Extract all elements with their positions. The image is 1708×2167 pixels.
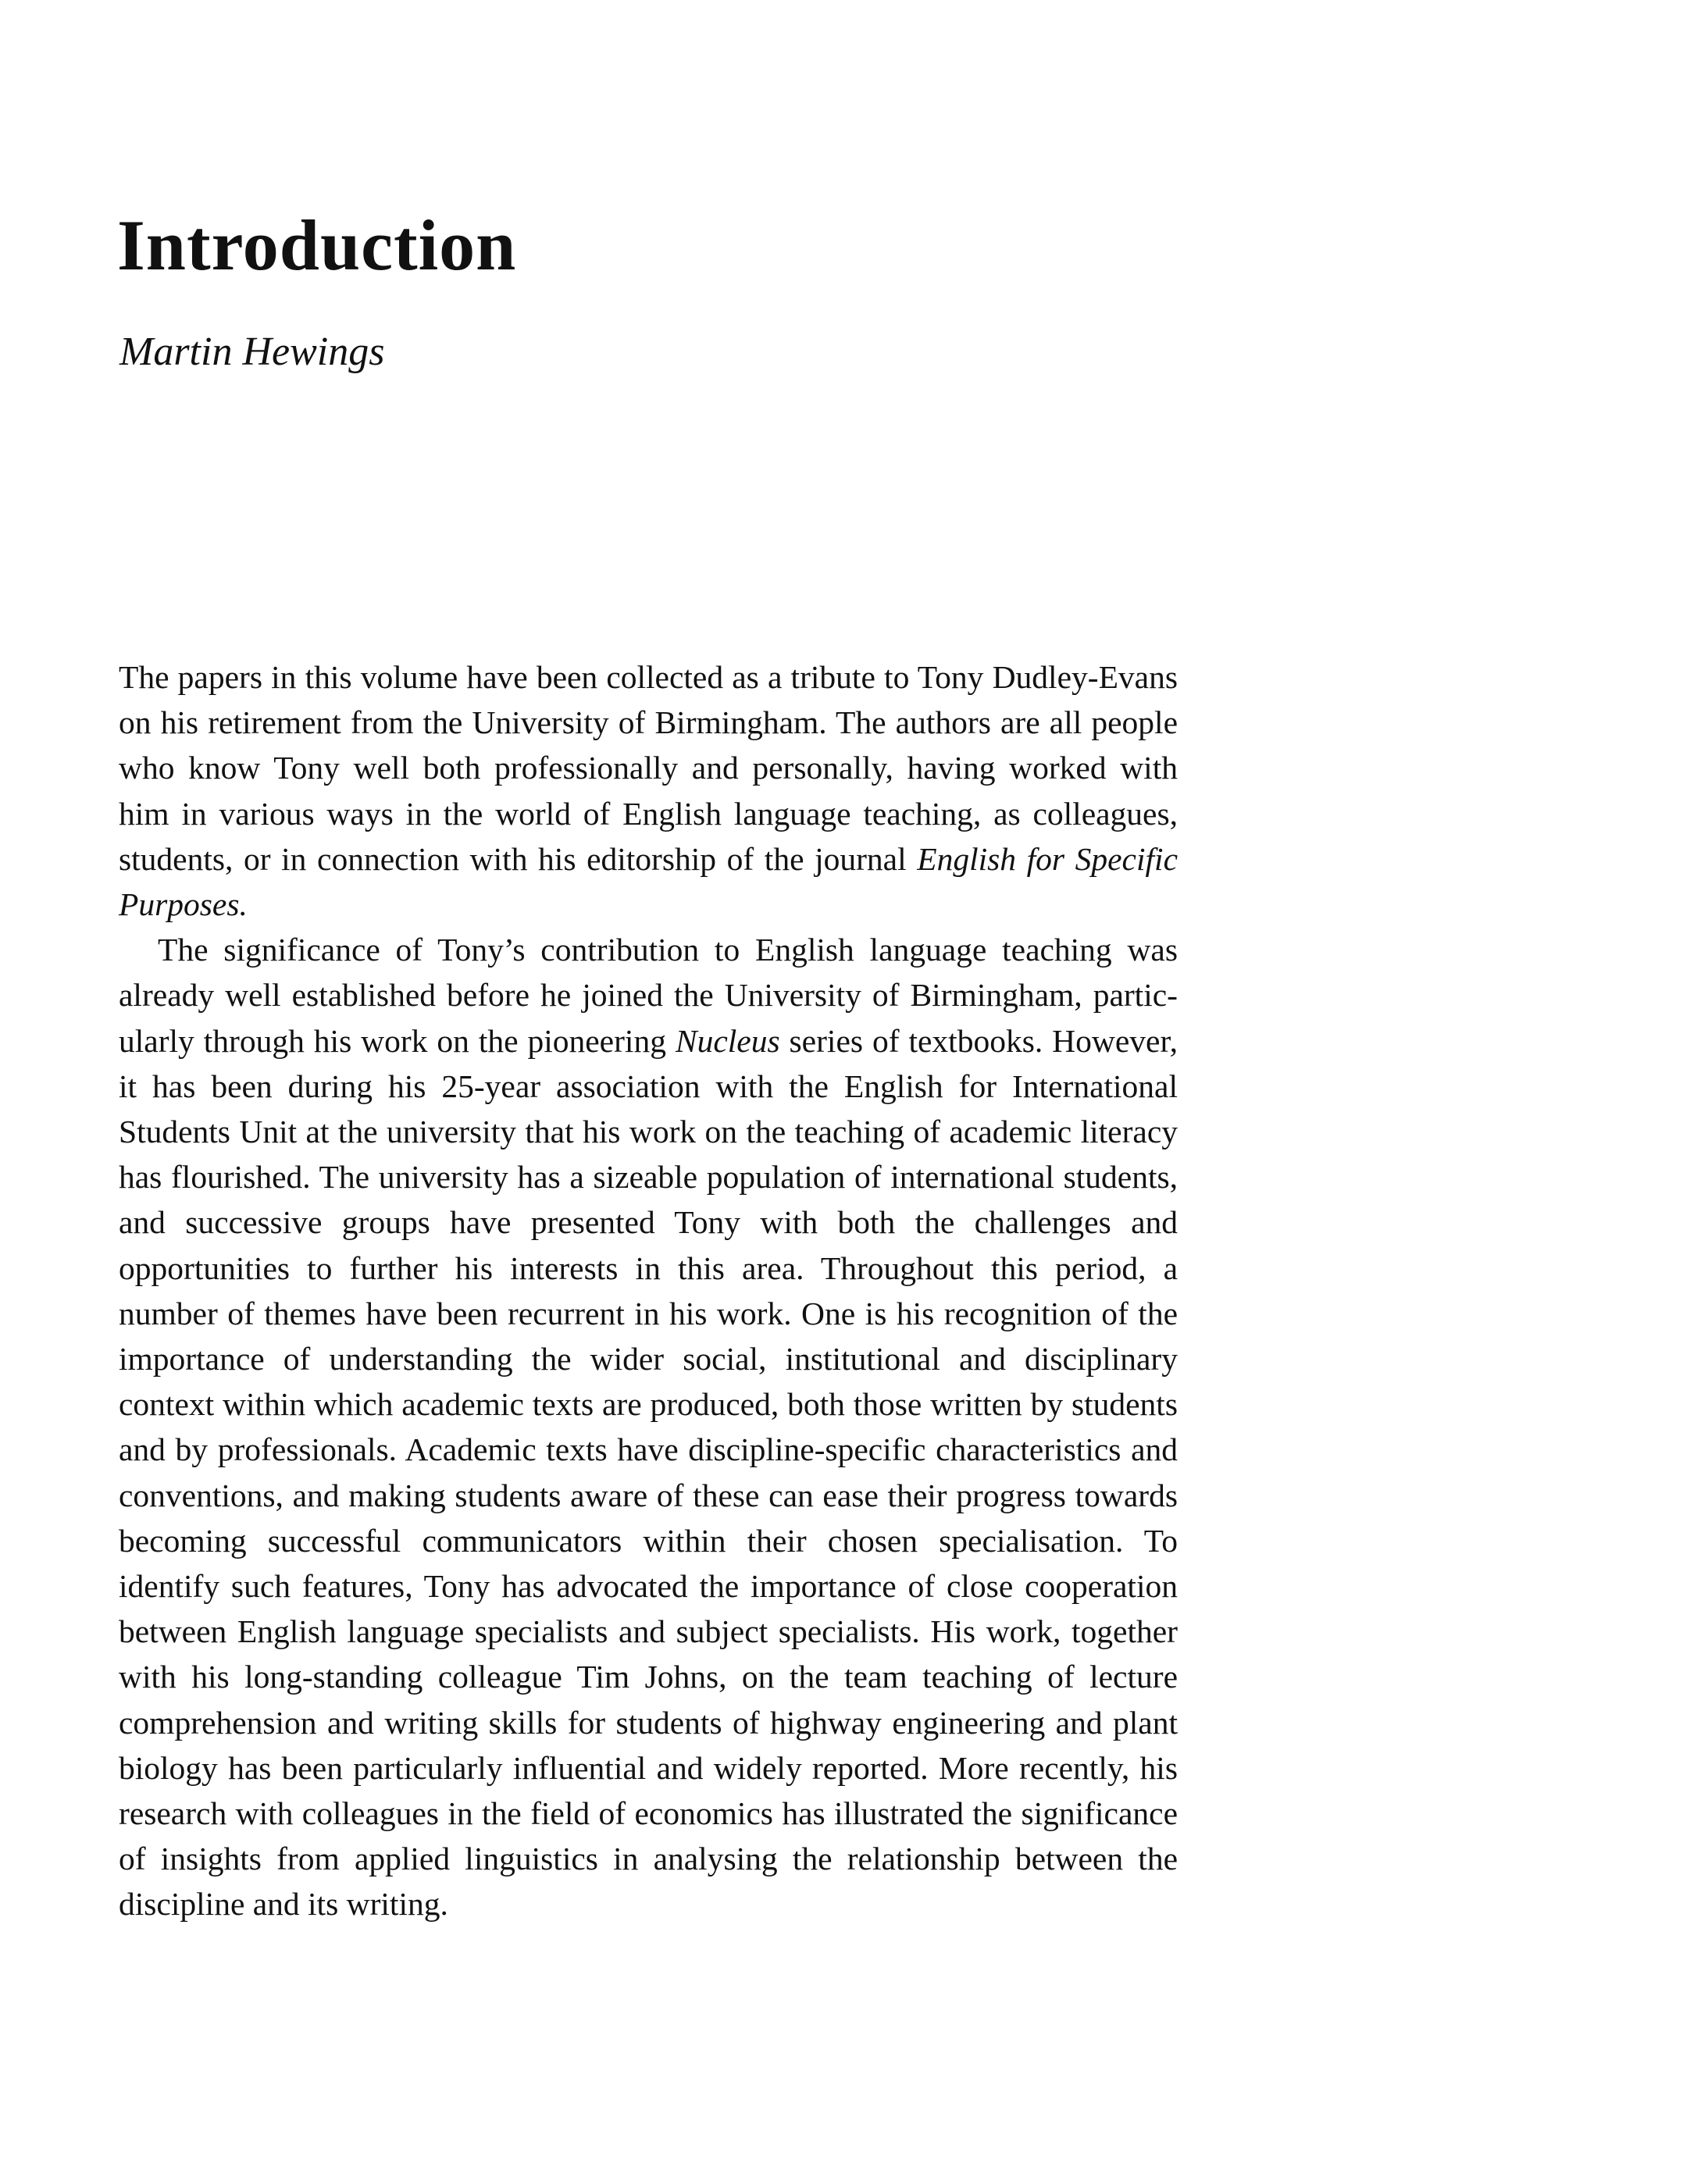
paragraph-2-text-start: The significance of Tony’s contribution to English language teaching was already well established before he joined the University of Birmingham, particularly through his work on the pioneering bbox=[119, 932, 1178, 1059]
series-title: Nucleus bbox=[675, 1022, 780, 1059]
chapter-body bbox=[119, 654, 1178, 1927]
paragraph-2-text-rest: series of textbooks. However, it has been during his 25-year association with the English for International Students Unit at the university that his work on the teaching of academic literacy has flourished. The university has a sizeable population of international students, and successive groups have presented Tony with both the challenges and opportunities to further his interests in this area. Throughout this period, a number of themes have been recurrent in his work. One is his recognition of the importance of understanding the wider social, institutional and disciplinary context within which academic texts are produced, both those written by students and by professionals. Academic texts have discipline-specific characteristics and conventions, and making students aware of these can ease their progress towards becoming successful communicators within their chosen specialisation. To identify such features, Tony has advocated the importance of close cooperation between English language specialists and subject specialists. His work, together with his long-standing colleague Tim Johns, on the team teaching of lecture comprehension and writing skills for students of highway engineering and plant biology has been particularly influential and widely reported. More recently, his research with colleagues in the field of economics has illustrated the significance of insights from applied linguistics in analysing the relationship between the discipline and its writing. bbox=[119, 1022, 1178, 1923]
chapter-author: Martin Hewings bbox=[119, 330, 385, 374]
paragraph-1-text: The papers in this volume have been collected as a tribute to Tony Dudley-Evans on his retirement from the University of Birmingham. The authors are all people who know Tony well both professionally and personally, having worked with him in various ways in the world of English language teaching, as colleagues, students, or in connection with his editorship of the journal bbox=[119, 659, 1178, 877]
paragraph-2 bbox=[119, 927, 1178, 1926]
paragraph-1 bbox=[119, 654, 1178, 927]
journal-title: English for Specific Purposes. bbox=[119, 840, 1178, 923]
chapter-title: Introduction bbox=[117, 205, 517, 285]
